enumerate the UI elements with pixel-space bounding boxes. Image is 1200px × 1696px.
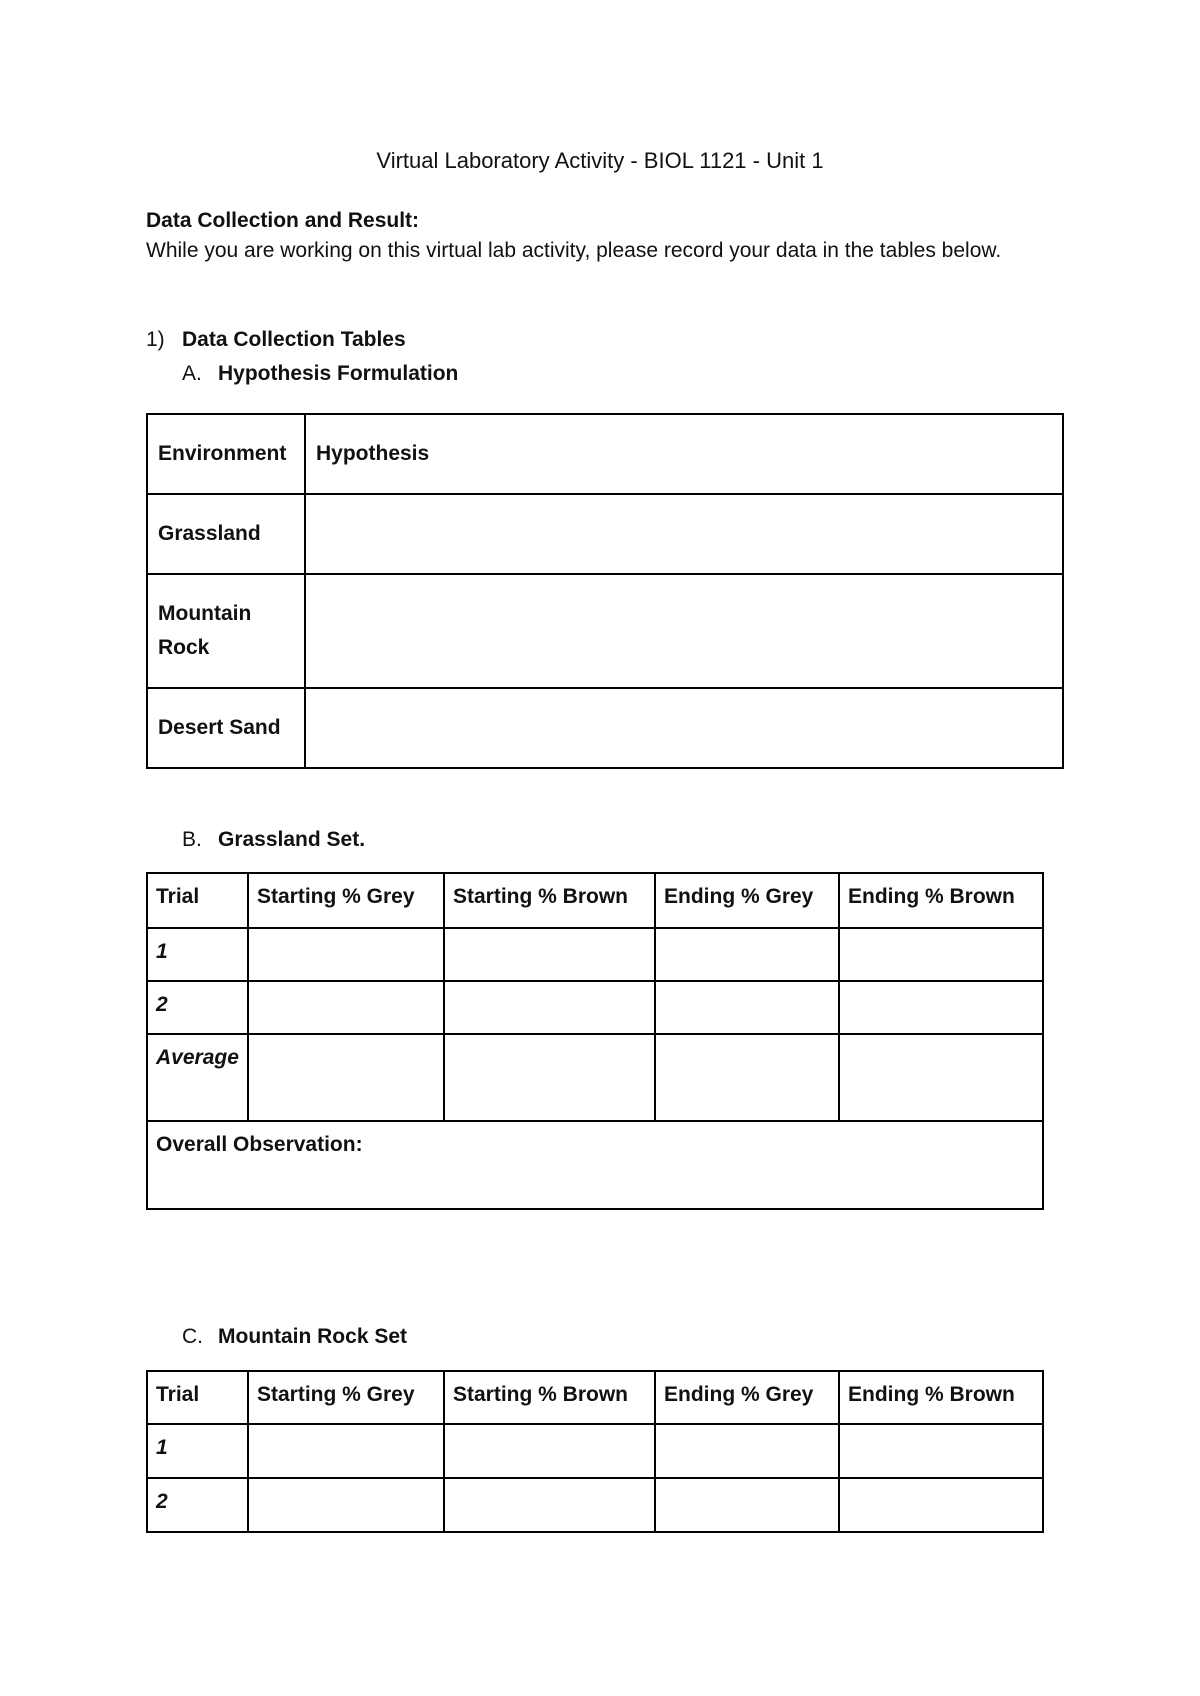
average-label: Average <box>147 1034 248 1121</box>
trial-label: 1 <box>147 1424 248 1478</box>
hypothesis-cell-desert-sand[interactable] <box>305 688 1063 768</box>
col-header-ending-grey: Ending % Grey <box>655 1371 839 1424</box>
data-cell[interactable] <box>655 1478 839 1532</box>
data-cell[interactable] <box>248 981 444 1034</box>
data-cell[interactable] <box>444 928 655 981</box>
sublist-label: Mountain Rock Set <box>218 1325 408 1348</box>
data-cell[interactable] <box>839 928 1043 981</box>
data-cell[interactable] <box>655 1034 839 1121</box>
sublist-item-b <box>182 825 365 855</box>
table-header-environment: Environment <box>147 414 305 494</box>
data-cell[interactable] <box>444 981 655 1034</box>
trial-label: 2 <box>147 1478 248 1532</box>
col-header-starting-grey: Starting % Grey <box>248 873 444 928</box>
data-cell[interactable] <box>655 928 839 981</box>
list-number: 1) <box>146 328 165 351</box>
row-label-grassland: Grassland <box>147 494 305 574</box>
data-cell[interactable] <box>839 1424 1043 1478</box>
hypothesis-cell-mountain-rock[interactable] <box>305 574 1063 688</box>
data-cell[interactable] <box>839 1478 1043 1532</box>
sublist-label: Grassland Set. <box>218 828 366 851</box>
col-header-starting-brown: Starting % Brown <box>444 1371 655 1424</box>
data-cell[interactable] <box>444 1424 655 1478</box>
data-cell[interactable] <box>655 1424 839 1478</box>
col-header-trial: Trial <box>147 873 248 928</box>
col-header-ending-grey: Ending % Grey <box>655 873 839 928</box>
data-cell[interactable] <box>248 1424 444 1478</box>
overall-observation[interactable]: Overall Observation: <box>147 1121 1043 1209</box>
sublist-letter: B. <box>182 828 202 851</box>
data-cell[interactable] <box>839 1034 1043 1121</box>
data-cell[interactable] <box>839 981 1043 1034</box>
list-item-data-tables <box>146 325 406 355</box>
hypothesis-table <box>146 413 1064 769</box>
col-header-starting-grey: Starting % Grey <box>248 1371 444 1424</box>
data-cell[interactable] <box>655 981 839 1034</box>
page-title: Virtual Laboratory Activity - BIOL 1121 - Unit 1 <box>376 148 824 173</box>
row-label-mountain-rock: Mountain Rock <box>147 574 305 688</box>
hypothesis-cell-grassland[interactable] <box>305 494 1063 574</box>
col-header-trial: Trial <box>147 1371 248 1424</box>
mountain-rock-table <box>146 1370 1044 1533</box>
list-label: Data Collection Tables <box>182 328 406 351</box>
trial-label: 2 <box>147 981 248 1034</box>
table-row <box>147 928 1043 981</box>
sublist-item-a <box>182 359 458 389</box>
col-header-ending-brown: Ending % Brown <box>839 873 1043 928</box>
data-cell[interactable] <box>248 1478 444 1532</box>
section-heading: Data Collection and Result: <box>146 209 420 232</box>
sublist-letter: A. <box>182 362 202 385</box>
intro-text: While you are working on this virtual lab activity, please record your data in the tables below. <box>146 239 1002 262</box>
sublist-letter: C. <box>182 1325 203 1348</box>
table-row <box>147 1424 1043 1478</box>
table-row <box>147 1034 1043 1121</box>
col-header-starting-brown: Starting % Brown <box>444 873 655 928</box>
grassland-table <box>146 872 1044 1210</box>
sublist-item-c <box>182 1322 407 1352</box>
trial-label: 1 <box>147 928 248 981</box>
data-cell[interactable] <box>248 928 444 981</box>
table-header-hypothesis: Hypothesis <box>305 414 1063 494</box>
data-cell[interactable] <box>248 1034 444 1121</box>
data-cell[interactable] <box>444 1034 655 1121</box>
col-header-ending-brown: Ending % Brown <box>839 1371 1043 1424</box>
table-row <box>147 1478 1043 1532</box>
sublist-label: Hypothesis Formulation <box>218 362 459 385</box>
data-cell[interactable] <box>444 1478 655 1532</box>
table-row <box>147 981 1043 1034</box>
row-label-desert-sand: Desert Sand <box>147 688 305 768</box>
